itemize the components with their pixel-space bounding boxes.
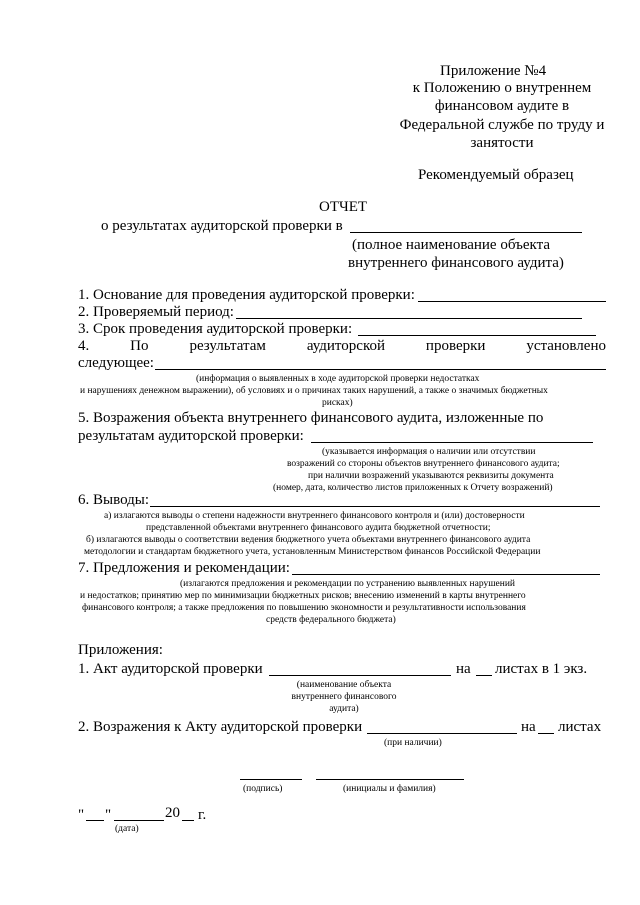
item-2-line[interactable]	[236, 318, 582, 319]
appendix-number: Приложение №4	[440, 63, 547, 79]
item-4-line[interactable]	[155, 369, 606, 370]
document-title: ОТЧЕТ	[319, 199, 368, 215]
appendix-line-5: занятости	[470, 135, 534, 151]
document-subtitle: о результатах аудиторской проверки в	[101, 218, 343, 234]
item-4-word-3: результатам	[189, 338, 266, 354]
item-7-note-4: средств федерального бюджета)	[266, 615, 396, 625]
attachment-2-note: (при наличии)	[384, 738, 442, 748]
item-4-continuation: следующее:	[78, 355, 154, 371]
name-label: (инициалы и фамилия)	[343, 784, 436, 794]
appendix-line-2: к Положению о внутреннем	[412, 80, 592, 96]
date-year-line[interactable]	[182, 820, 194, 821]
item-5-label-a: 5. Возражения объекта внутреннего финансового аудита, изложенные по	[78, 410, 544, 426]
date-month-line[interactable]	[114, 820, 164, 821]
date-year-suffix: г.	[198, 807, 207, 823]
attachment-1-na: на	[456, 661, 471, 677]
item-4-note-2: и нарушениях денежном выражении), об условиях и о причинах таких нарушений, а также о значимых бюджетных	[80, 386, 548, 396]
item-6-note-4: методологии и стандартам бюджетного учета, установленным Министерством финансов Российской Федерации	[84, 547, 541, 557]
item-7-label: 7. Предложения и рекомендации:	[78, 560, 290, 576]
item-4-word-5: проверки	[425, 338, 486, 354]
signature-line[interactable]	[240, 779, 302, 780]
attachments-heading: Приложения:	[78, 642, 163, 658]
signature-label: (подпись)	[243, 784, 283, 794]
object-note-1: (полное наименование объекта	[352, 237, 550, 253]
attachment-1-tail: листах в 1 экз.	[495, 661, 588, 677]
attachment-2-tail: листах	[558, 719, 602, 735]
item-4-note-1: (информация о выявленных в ходе аудиторской проверки недостатках	[196, 374, 480, 384]
appendix-line-3: финансовом аудите в	[434, 98, 570, 114]
item-4-word-6: установлено	[526, 338, 606, 354]
attachment-1-sheets-line[interactable]	[476, 675, 492, 676]
item-6-note-1: а) излагаются выводы о степени надежности внутреннего финансового контроля и (или) достоверности	[104, 511, 525, 521]
attachment-1-note-2: внутреннего финансового	[291, 692, 397, 702]
date-quote-close: "	[105, 807, 112, 823]
item-6-line[interactable]	[150, 506, 600, 507]
item-7-line[interactable]	[292, 574, 600, 575]
object-name-line[interactable]	[350, 232, 582, 233]
item-7-note-3: финансового контроля; а также предложения по повышению экономности и результативности использования	[82, 603, 526, 613]
item-1-label: 1. Основание для проведения аудиторской проверки:	[78, 287, 415, 303]
date-day-line[interactable]	[86, 820, 104, 821]
item-4-note-3: рисках)	[322, 398, 353, 408]
item-5-note-4: (номер, дата, количество листов приложенных к Отчету возражений)	[273, 483, 553, 493]
attachment-2-line[interactable]	[367, 733, 517, 734]
attachment-1-label: 1. Акт аудиторской проверки	[78, 661, 263, 677]
date-label: (дата)	[115, 824, 139, 834]
item-1-line[interactable]	[418, 301, 606, 302]
item-5-note-1: (указывается информация о наличии или отсутствии	[322, 447, 536, 457]
item-6-label: 6. Выводы:	[78, 492, 150, 508]
item-3-line[interactable]	[358, 335, 596, 336]
item-6-note-3: б) излагаются выводы о соответствии ведения бюджетного учета объектами внутреннего финансового аудита	[86, 535, 531, 545]
item-3-label: 3. Срок проведения аудиторской проверки:	[78, 321, 353, 337]
item-5-note-3: при наличии возражений указываются реквизиты документа	[308, 471, 554, 481]
item-4-word-4: аудиторской	[306, 338, 385, 354]
date-year-prefix: 20	[165, 805, 180, 821]
appendix-line-4: Федеральной службе по труду и	[399, 117, 605, 133]
item-4-word-1: 4.	[78, 338, 90, 354]
item-7-note-1: (излагаются предложения и рекомендации по устранению выявленных нарушений	[180, 579, 516, 589]
item-5-line[interactable]	[311, 442, 593, 443]
attachment-2-sheets-line[interactable]	[538, 733, 554, 734]
item-5-label-b: результатам аудиторской проверки:	[78, 428, 304, 444]
attachment-2-label: 2. Возражения к Акту аудиторской проверки	[78, 719, 363, 735]
item-5-note-2: возражений со стороны объектов внутреннего финансового аудита;	[287, 459, 560, 469]
sample-label: Рекомендуемый образец	[418, 167, 574, 183]
item-7-note-2: и недостатков; принятию мер по минимизации бюджетных рисков; внесению изменений в карты внутреннего	[80, 591, 526, 601]
attachment-1-note-3: аудита)	[329, 704, 359, 714]
date-quote-open: "	[78, 807, 85, 823]
item-4-word-2: По	[130, 338, 149, 354]
attachment-2-na: на	[521, 719, 536, 735]
item-2-label: 2. Проверяемый период:	[78, 304, 234, 320]
attachment-1-note-1: (наименование объекта	[296, 680, 392, 690]
object-note-2: внутреннего финансового аудита)	[348, 255, 564, 271]
attachment-1-object-line[interactable]	[269, 675, 451, 676]
name-line[interactable]	[316, 779, 464, 780]
item-4-heading	[78, 338, 606, 355]
item-6-note-2: представленной объектами внутреннего финансового аудита бюджетной отчетности;	[146, 523, 491, 533]
